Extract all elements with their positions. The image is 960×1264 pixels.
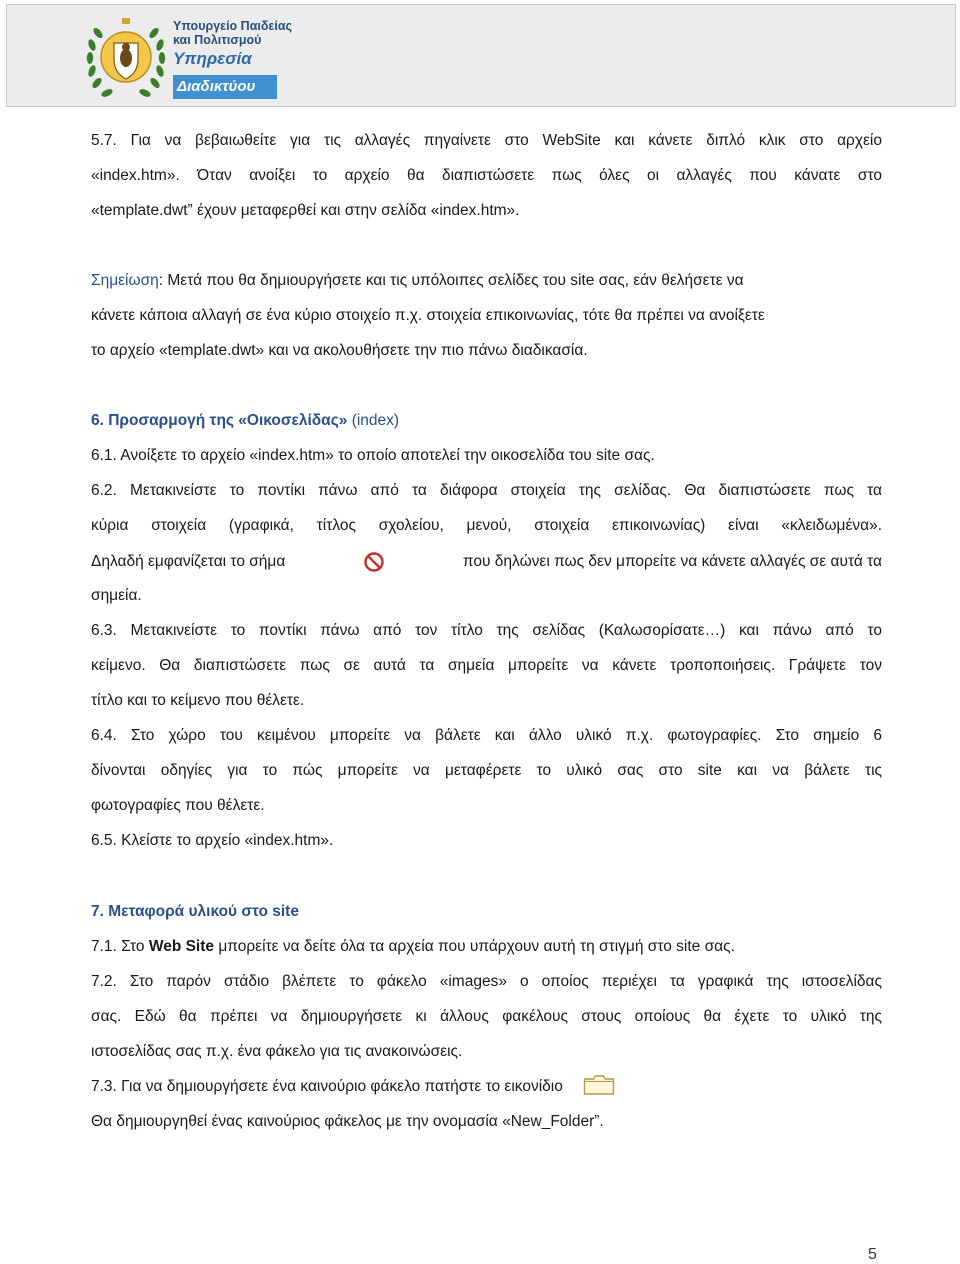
logo-line-ministry: Υπουργείο Παιδείας — [173, 19, 293, 33]
logo-line-service: Υπηρεσία — [173, 49, 252, 68]
para-7-3-line-1 — [91, 1077, 882, 1097]
para-7-3-text: 7.3. Για να δημιουργήσετε ένα καινούριο φάκελο πατήστε το εικονίδιο — [91, 1078, 563, 1095]
para-6-3-line-3: τίτλο και το κείμενο που θέλετε. — [91, 692, 305, 709]
logo-text — [173, 19, 292, 99]
header-logo-band — [6, 4, 956, 107]
note-line-3: το αρχείο «template.dwt» και να ακολουθήσετε την πιο πάνω διαδικασία. — [91, 342, 588, 359]
para-7-2-line-2: σας. Εδώ θα πρέπει να δημιουργήσετε κι άλλους φακέλους στους οποίους θα έχετε το υλικό της — [91, 1008, 882, 1025]
note-text: : Μετά που θα δημιουργήσετε και τις υπόλοιπες σελίδες του site σας, εάν θελήσετε να — [158, 272, 744, 289]
para-6-4-line-3: φωτογραφίες που θέλετε. — [91, 797, 265, 814]
para-7-2-line-3: ιστοσελίδας σας π.χ. ένα φάκελο για τις ανακοινώσεις. — [91, 1043, 463, 1060]
para-6-1: 6.1. Ανοίξετε το αρχείο «index.htm» το οποίο αποτελεί την οικοσελίδα του site σας. — [91, 447, 655, 464]
para-6-2-line-4: σημεία. — [91, 587, 142, 604]
note-label: Σημείωση — [91, 272, 159, 289]
para-7-1 — [91, 937, 882, 957]
para-5-7-line-1: 5.7. Για να βεβαιωθείτε για τις αλλαγές πηγαίνετε στο WebSite και κάνετε διπλό κλικ στο αρχείο — [91, 132, 882, 149]
para-7-1-web-site: Web Site — [148, 938, 215, 955]
para-7-3-line-2: Θα δημιουργηθεί ένας καινούριος φάκελος με την ονομασία «New_Folder”. — [91, 1113, 604, 1130]
logo-line-internet: Διαδικτύου — [173, 75, 277, 99]
folder-icon — [583, 1074, 615, 1096]
para-5-7-line-3: «template.dwt” έχουν μεταφερθεί και στην σελίδα «index.htm». — [91, 202, 520, 219]
para-6-3-line-2: κείμενο. Θα διαπιστώσετε πως σε αυτά τα σημεία μπορείτε να κάνετε τροποποιήσεις. Γράψετε τον — [91, 657, 882, 674]
section-6-heading-main: 6. Προσαρμογή της «Οικοσελίδας» — [91, 412, 348, 429]
para-6-2-line-2: κύρια στοιχεία (γραφικά, τίτλος σχολείου, μενού, στοιχεία επικοινωνίας) είναι «κλειδωμένα». — [91, 517, 882, 534]
para-6-2-line-3 — [91, 551, 882, 573]
para-5-7-line-2: «index.htm». Όταν ανοίξει το αρχείο θα διαπιστώσετε πως όλες οι αλλαγές που κάνατε στο — [91, 167, 882, 184]
section-6-heading — [91, 411, 882, 431]
para-6-2-line-3-end: που δηλώνει πως δεν μπορείτε να κάνετε αλλαγές σε αυτά τα — [462, 553, 882, 570]
para-6-5: 6.5. Κλείστε το αρχείο «index.htm». — [91, 832, 334, 849]
para-6-2-line-3-start: Δηλαδή εμφανίζεται το σήμα — [91, 553, 286, 570]
para-6-3-line-1: 6.3. Μετακινείστε το ποντίκι πάνω από τον τίτλο της σελίδας (Καλωσορίσατε…) και πάνω από το — [91, 622, 882, 639]
no-entry-icon — [363, 551, 385, 573]
note-line-1 — [91, 271, 882, 291]
section-6-heading-suffix: (index) — [347, 412, 400, 429]
para-6-2-line-1: 6.2. Μετακινείστε το ποντίκι πάνω από τα διάφορα στοιχεία της σελίδας. Θα διαπιστώσετε πως τα — [91, 482, 882, 499]
para-7-1-start: 7.1. Στο — [91, 938, 149, 955]
logo-line-culture: και Πολιτισμού — [173, 33, 262, 47]
ministry-emblem-icon — [83, 13, 169, 105]
section-7-heading: 7. Μεταφορά υλικού στο site — [91, 903, 299, 920]
note-line-2: κάνετε κάποια αλλαγή σε ένα κύριο στοιχείο π.χ. στοιχεία επικοινωνίας, τότε θα πρέπει να ανοίξετε — [91, 307, 765, 324]
para-7-2-line-1: 7.2. Στο παρόν στάδιο βλέπετε το φάκελο «images» ο οποίος περιέχει τα γραφικά της ιστοσελίδας — [91, 973, 882, 990]
para-7-1-end: μπορείτε να δείτε όλα τα αρχεία που υπάρχουν αυτή τη στιγμή στο site σας. — [214, 938, 735, 955]
para-6-4-line-1: 6.4. Στο χώρο του κειμένου μπορείτε να βάλετε και άλλο υλικό π.χ. φωτογραφίες. Στο σημείο 6 — [91, 727, 882, 744]
para-6-4-line-2: δίνονται οδηγίες για το πώς μπορείτε να μεταφέρετε το υλικό σας στο site και να βάλετε τις — [91, 762, 882, 779]
page-number: 5 — [868, 1246, 877, 1263]
